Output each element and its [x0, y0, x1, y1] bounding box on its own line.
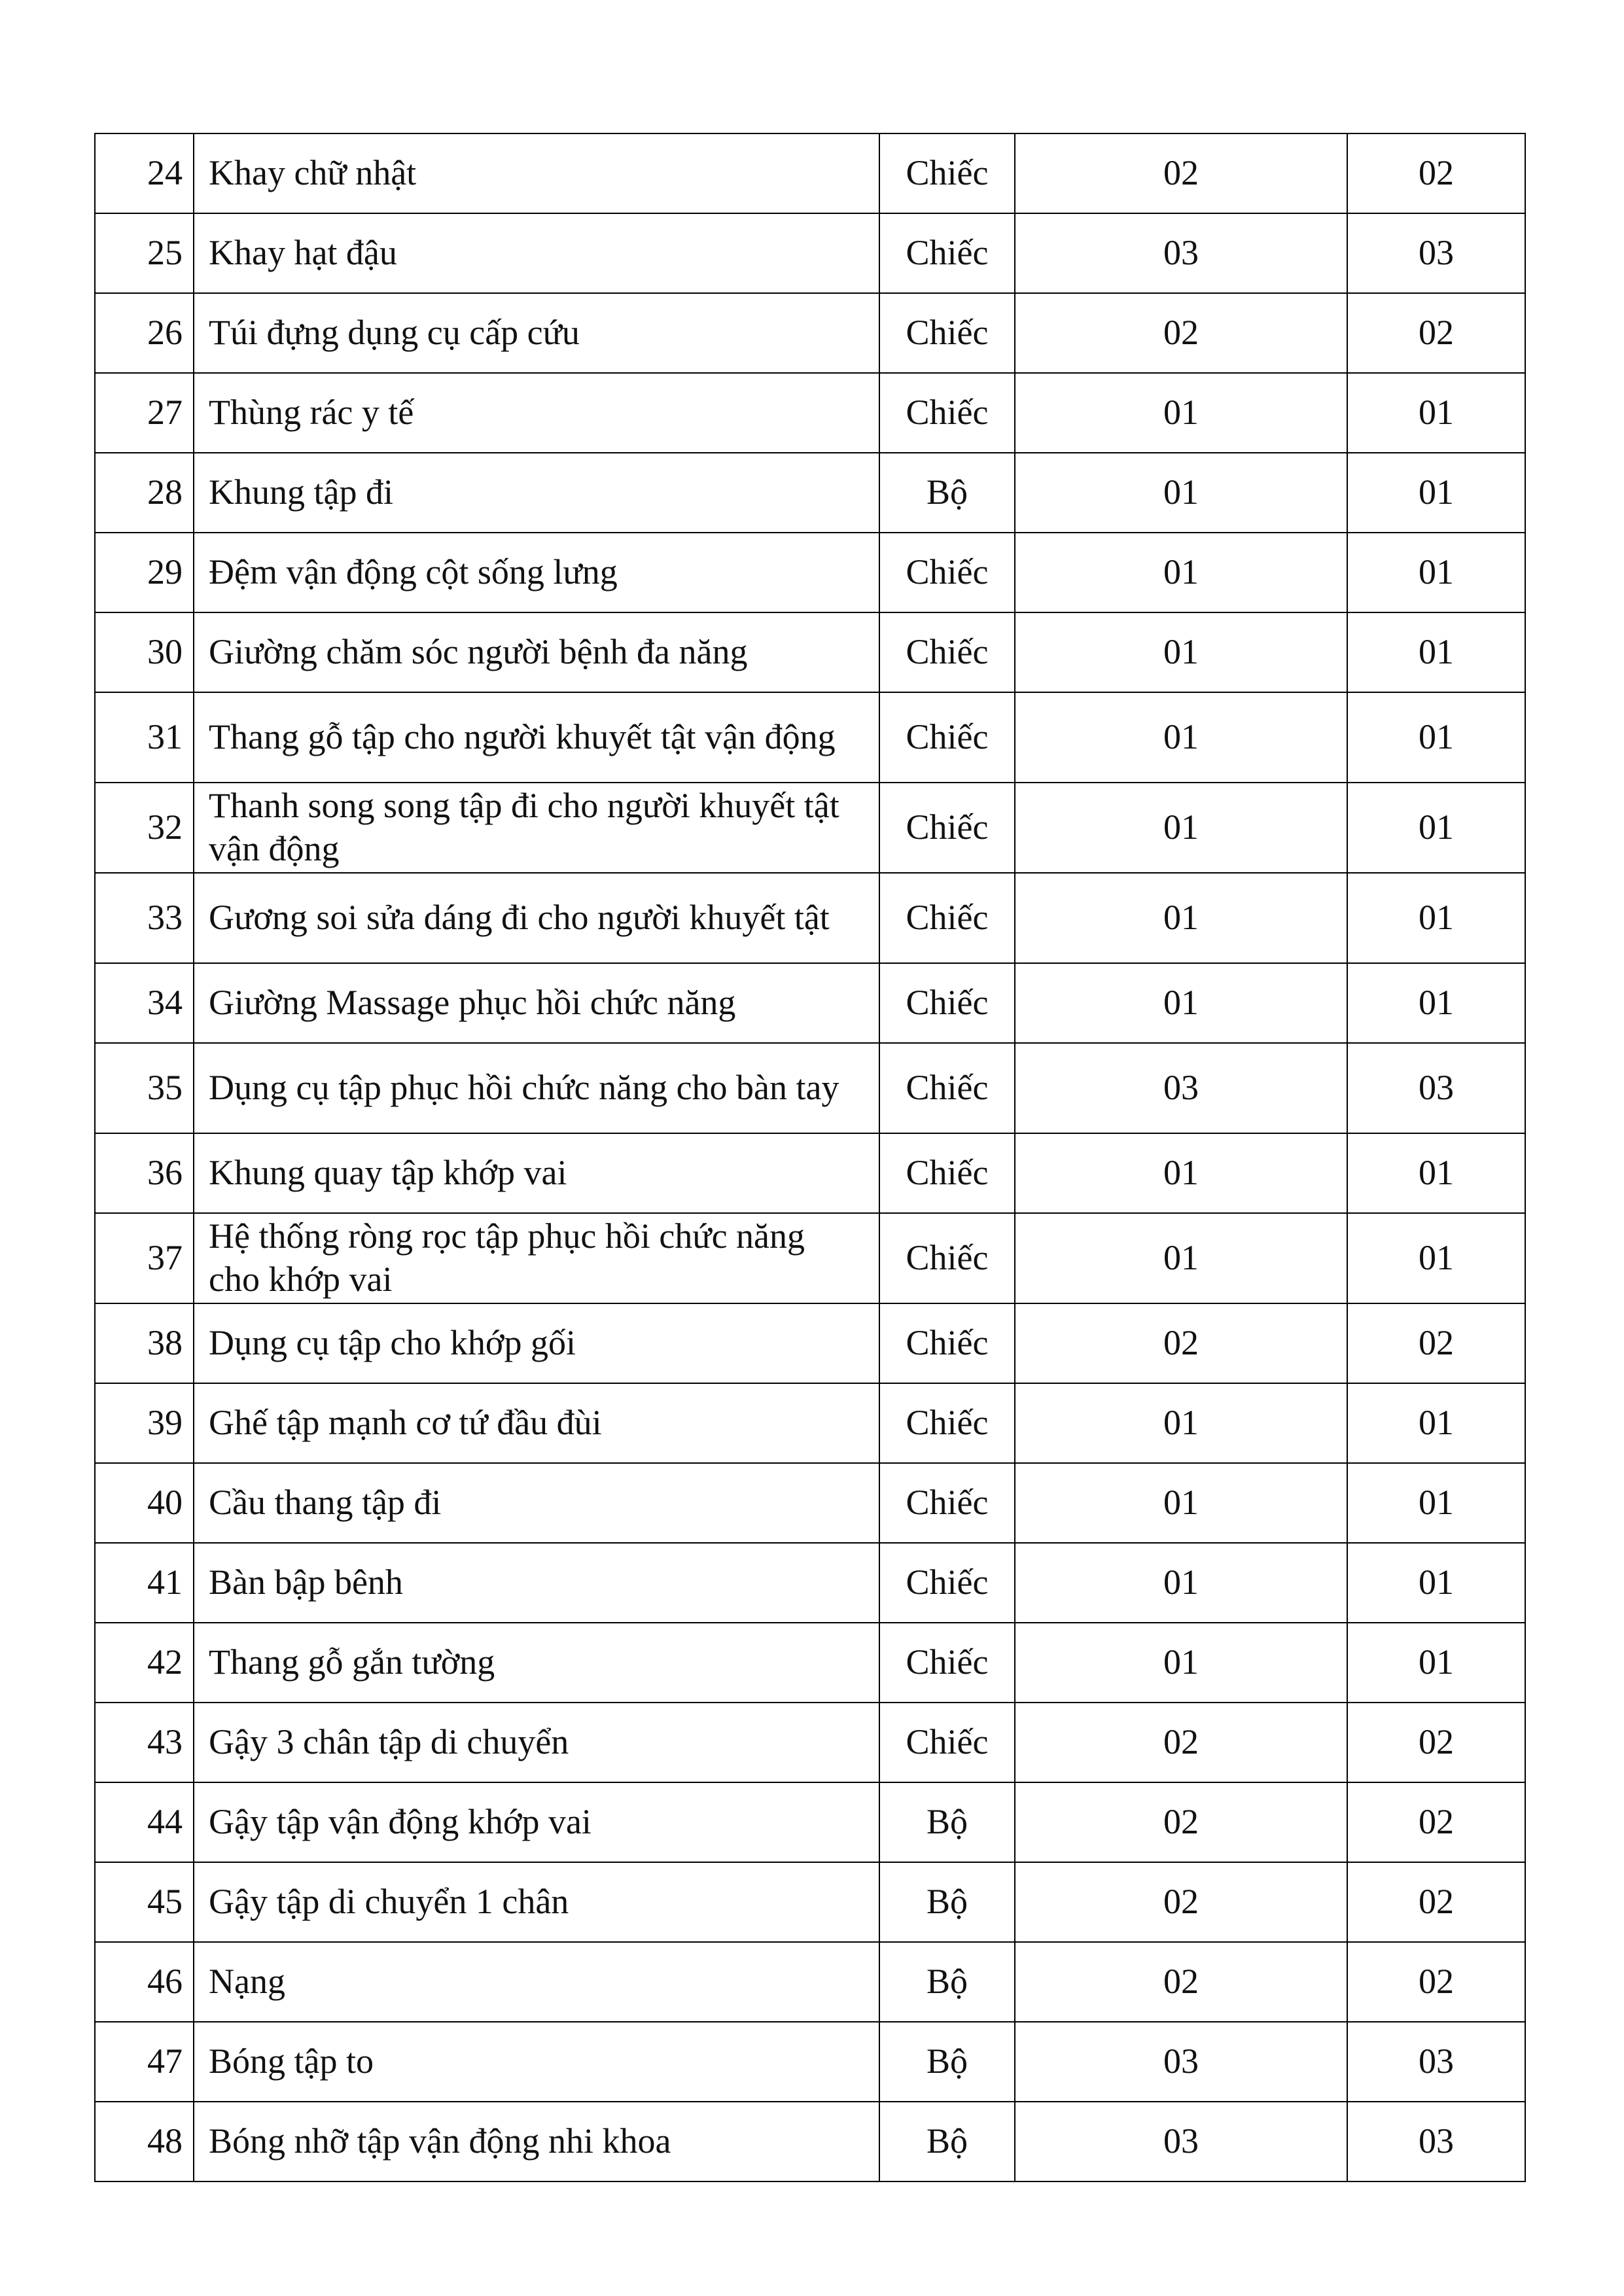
quantity-cell: 01: [1015, 692, 1347, 783]
quantity-cell: 01: [1015, 533, 1347, 612]
quantity-total-cell: 01: [1347, 1543, 1525, 1623]
table-row: [95, 1782, 1525, 1862]
table-row: [95, 133, 1525, 213]
quantity-total-cell: 01: [1347, 1133, 1525, 1213]
quantity-total-cell: 01: [1347, 453, 1525, 533]
row-number: 43: [95, 1703, 194, 1782]
unit-cell: Chiếc: [879, 963, 1015, 1043]
unit-cell: Chiếc: [879, 1543, 1015, 1623]
equipment-name: Gậy tập vận động khớp vai: [194, 1782, 879, 1862]
row-number: 30: [95, 612, 194, 692]
equipment-table: [94, 133, 1526, 2182]
row-number: 48: [95, 2102, 194, 2181]
equipment-name: Hệ thống ròng rọc tập phục hồi chức năng cho khớp vai: [194, 1213, 879, 1303]
quantity-cell: 03: [1015, 213, 1347, 293]
equipment-name: Khay hạt đậu: [194, 213, 879, 293]
quantity-total-cell: 02: [1347, 1703, 1525, 1782]
equipment-name: Bóng tập to: [194, 2022, 879, 2102]
equipment-name: Dụng cụ tập cho khớp gối: [194, 1303, 879, 1383]
unit-cell: Chiếc: [879, 533, 1015, 612]
quantity-cell: 03: [1015, 1043, 1347, 1133]
row-number: 26: [95, 293, 194, 373]
quantity-total-cell: 02: [1347, 1942, 1525, 2022]
quantity-cell: 01: [1015, 1213, 1347, 1303]
quantity-total-cell: 01: [1347, 963, 1525, 1043]
quantity-total-cell: 03: [1347, 1043, 1525, 1133]
row-number: 39: [95, 1383, 194, 1463]
equipment-name: Gậy 3 chân tập di chuyển: [194, 1703, 879, 1782]
equipment-name: Cầu thang tập đi: [194, 1463, 879, 1543]
table-row: [95, 453, 1525, 533]
table-row: [95, 1543, 1525, 1623]
equipment-name: Ghế tập mạnh cơ tứ đầu đùi: [194, 1383, 879, 1463]
equipment-name: Túi đựng dụng cụ cấp cứu: [194, 293, 879, 373]
equipment-name: Đệm vận động cột sống lưng: [194, 533, 879, 612]
unit-cell: Chiếc: [879, 293, 1015, 373]
unit-cell: Chiếc: [879, 1623, 1015, 1703]
equipment-name: Giường chăm sóc người bệnh đa năng: [194, 612, 879, 692]
table-row: [95, 373, 1525, 453]
unit-cell: Chiếc: [879, 213, 1015, 293]
unit-cell: Chiếc: [879, 873, 1015, 963]
unit-cell: Chiếc: [879, 612, 1015, 692]
row-number: 47: [95, 2022, 194, 2102]
unit-cell: Chiếc: [879, 133, 1015, 213]
equipment-name: Thang gỗ tập cho người khuyết tật vận động: [194, 692, 879, 783]
row-number: 41: [95, 1543, 194, 1623]
table-row: [95, 1303, 1525, 1383]
quantity-cell: 01: [1015, 453, 1347, 533]
quantity-cell: 01: [1015, 1463, 1347, 1543]
equipment-name: Dụng cụ tập phục hồi chức năng cho bàn tay: [194, 1043, 879, 1133]
quantity-total-cell: 01: [1347, 692, 1525, 783]
table-row: [95, 873, 1525, 963]
table-row: [95, 533, 1525, 612]
unit-cell: Bộ: [879, 1942, 1015, 2022]
table-row: [95, 1703, 1525, 1782]
quantity-cell: 01: [1015, 873, 1347, 963]
quantity-cell: 02: [1015, 1703, 1347, 1782]
equipment-name: Bóng nhỡ tập vận động nhi khoa: [194, 2102, 879, 2181]
unit-cell: Bộ: [879, 1782, 1015, 1862]
unit-cell: Bộ: [879, 2022, 1015, 2102]
unit-cell: Chiếc: [879, 692, 1015, 783]
quantity-total-cell: 03: [1347, 213, 1525, 293]
table-row: [95, 1213, 1525, 1303]
quantity-total-cell: 03: [1347, 2102, 1525, 2181]
row-number: 35: [95, 1043, 194, 1133]
equipment-name: Gậy tập di chuyển 1 chân: [194, 1862, 879, 1942]
row-number: 27: [95, 373, 194, 453]
unit-cell: Chiếc: [879, 1303, 1015, 1383]
row-number: 33: [95, 873, 194, 963]
table-row: [95, 1383, 1525, 1463]
quantity-cell: 02: [1015, 1942, 1347, 2022]
unit-cell: Chiếc: [879, 1463, 1015, 1543]
quantity-total-cell: 02: [1347, 293, 1525, 373]
table-row: [95, 692, 1525, 783]
table-row: [95, 2102, 1525, 2181]
quantity-cell: 02: [1015, 293, 1347, 373]
table-row: [95, 2022, 1525, 2102]
table-row: [95, 612, 1525, 692]
equipment-name: Khung quay tập khớp vai: [194, 1133, 879, 1213]
quantity-cell: 01: [1015, 1133, 1347, 1213]
equipment-name: Giường Massage phục hồi chức năng: [194, 963, 879, 1043]
equipment-name: Thang gỗ gắn tường: [194, 1623, 879, 1703]
row-number: 46: [95, 1942, 194, 2022]
row-number: 24: [95, 133, 194, 213]
quantity-cell: 01: [1015, 963, 1347, 1043]
unit-cell: Bộ: [879, 2102, 1015, 2181]
quantity-cell: 01: [1015, 373, 1347, 453]
row-number: 25: [95, 213, 194, 293]
row-number: 38: [95, 1303, 194, 1383]
quantity-total-cell: 01: [1347, 873, 1525, 963]
unit-cell: Chiếc: [879, 1133, 1015, 1213]
equipment-name: Bàn bập bênh: [194, 1543, 879, 1623]
unit-cell: Chiếc: [879, 1213, 1015, 1303]
equipment-name: Gương soi sửa dáng đi cho người khuyết tật: [194, 873, 879, 963]
quantity-cell: 02: [1015, 1303, 1347, 1383]
quantity-cell: 01: [1015, 783, 1347, 873]
quantity-total-cell: 01: [1347, 783, 1525, 873]
table-row: [95, 1942, 1525, 2022]
equipment-name: Nạng: [194, 1942, 879, 2022]
row-number: 37: [95, 1213, 194, 1303]
quantity-total-cell: 01: [1347, 533, 1525, 612]
quantity-cell: 01: [1015, 1623, 1347, 1703]
quantity-cell: 01: [1015, 612, 1347, 692]
quantity-total-cell: 01: [1347, 612, 1525, 692]
table-row: [95, 293, 1525, 373]
quantity-total-cell: 02: [1347, 1782, 1525, 1862]
table-row: [95, 213, 1525, 293]
quantity-total-cell: 01: [1347, 373, 1525, 453]
quantity-total-cell: 02: [1347, 133, 1525, 213]
unit-cell: Chiếc: [879, 783, 1015, 873]
row-number: 40: [95, 1463, 194, 1543]
quantity-cell: 02: [1015, 133, 1347, 213]
unit-cell: Chiếc: [879, 373, 1015, 453]
equipment-name: Khay chữ nhật: [194, 133, 879, 213]
table-row: [95, 1862, 1525, 1942]
equipment-name: Thanh song song tập đi cho người khuyết tật vận động: [194, 783, 879, 873]
quantity-total-cell: 03: [1347, 2022, 1525, 2102]
quantity-total-cell: 01: [1347, 1463, 1525, 1543]
table-row: [95, 783, 1525, 873]
table-row: [95, 963, 1525, 1043]
unit-cell: Chiếc: [879, 1043, 1015, 1133]
row-number: 28: [95, 453, 194, 533]
unit-cell: Bộ: [879, 453, 1015, 533]
quantity-cell: 03: [1015, 2022, 1347, 2102]
table-row: [95, 1463, 1525, 1543]
row-number: 34: [95, 963, 194, 1043]
quantity-total-cell: 01: [1347, 1623, 1525, 1703]
quantity-cell: 02: [1015, 1782, 1347, 1862]
row-number: 45: [95, 1862, 194, 1942]
quantity-cell: 02: [1015, 1862, 1347, 1942]
row-number: 44: [95, 1782, 194, 1862]
quantity-total-cell: 01: [1347, 1383, 1525, 1463]
quantity-cell: 01: [1015, 1383, 1347, 1463]
quantity-total-cell: 02: [1347, 1303, 1525, 1383]
row-number: 29: [95, 533, 194, 612]
quantity-total-cell: 01: [1347, 1213, 1525, 1303]
table-row: [95, 1623, 1525, 1703]
quantity-total-cell: 02: [1347, 1862, 1525, 1942]
unit-cell: Chiếc: [879, 1703, 1015, 1782]
quantity-cell: 03: [1015, 2102, 1347, 2181]
table-row: [95, 1133, 1525, 1213]
row-number: 42: [95, 1623, 194, 1703]
table-body: [95, 133, 1525, 2181]
table-row: [95, 1043, 1525, 1133]
unit-cell: Bộ: [879, 1862, 1015, 1942]
equipment-name: Khung tập đi: [194, 453, 879, 533]
unit-cell: Chiếc: [879, 1383, 1015, 1463]
row-number: 32: [95, 783, 194, 873]
quantity-cell: 01: [1015, 1543, 1347, 1623]
row-number: 36: [95, 1133, 194, 1213]
equipment-name: Thùng rác y tế: [194, 373, 879, 453]
row-number: 31: [95, 692, 194, 783]
